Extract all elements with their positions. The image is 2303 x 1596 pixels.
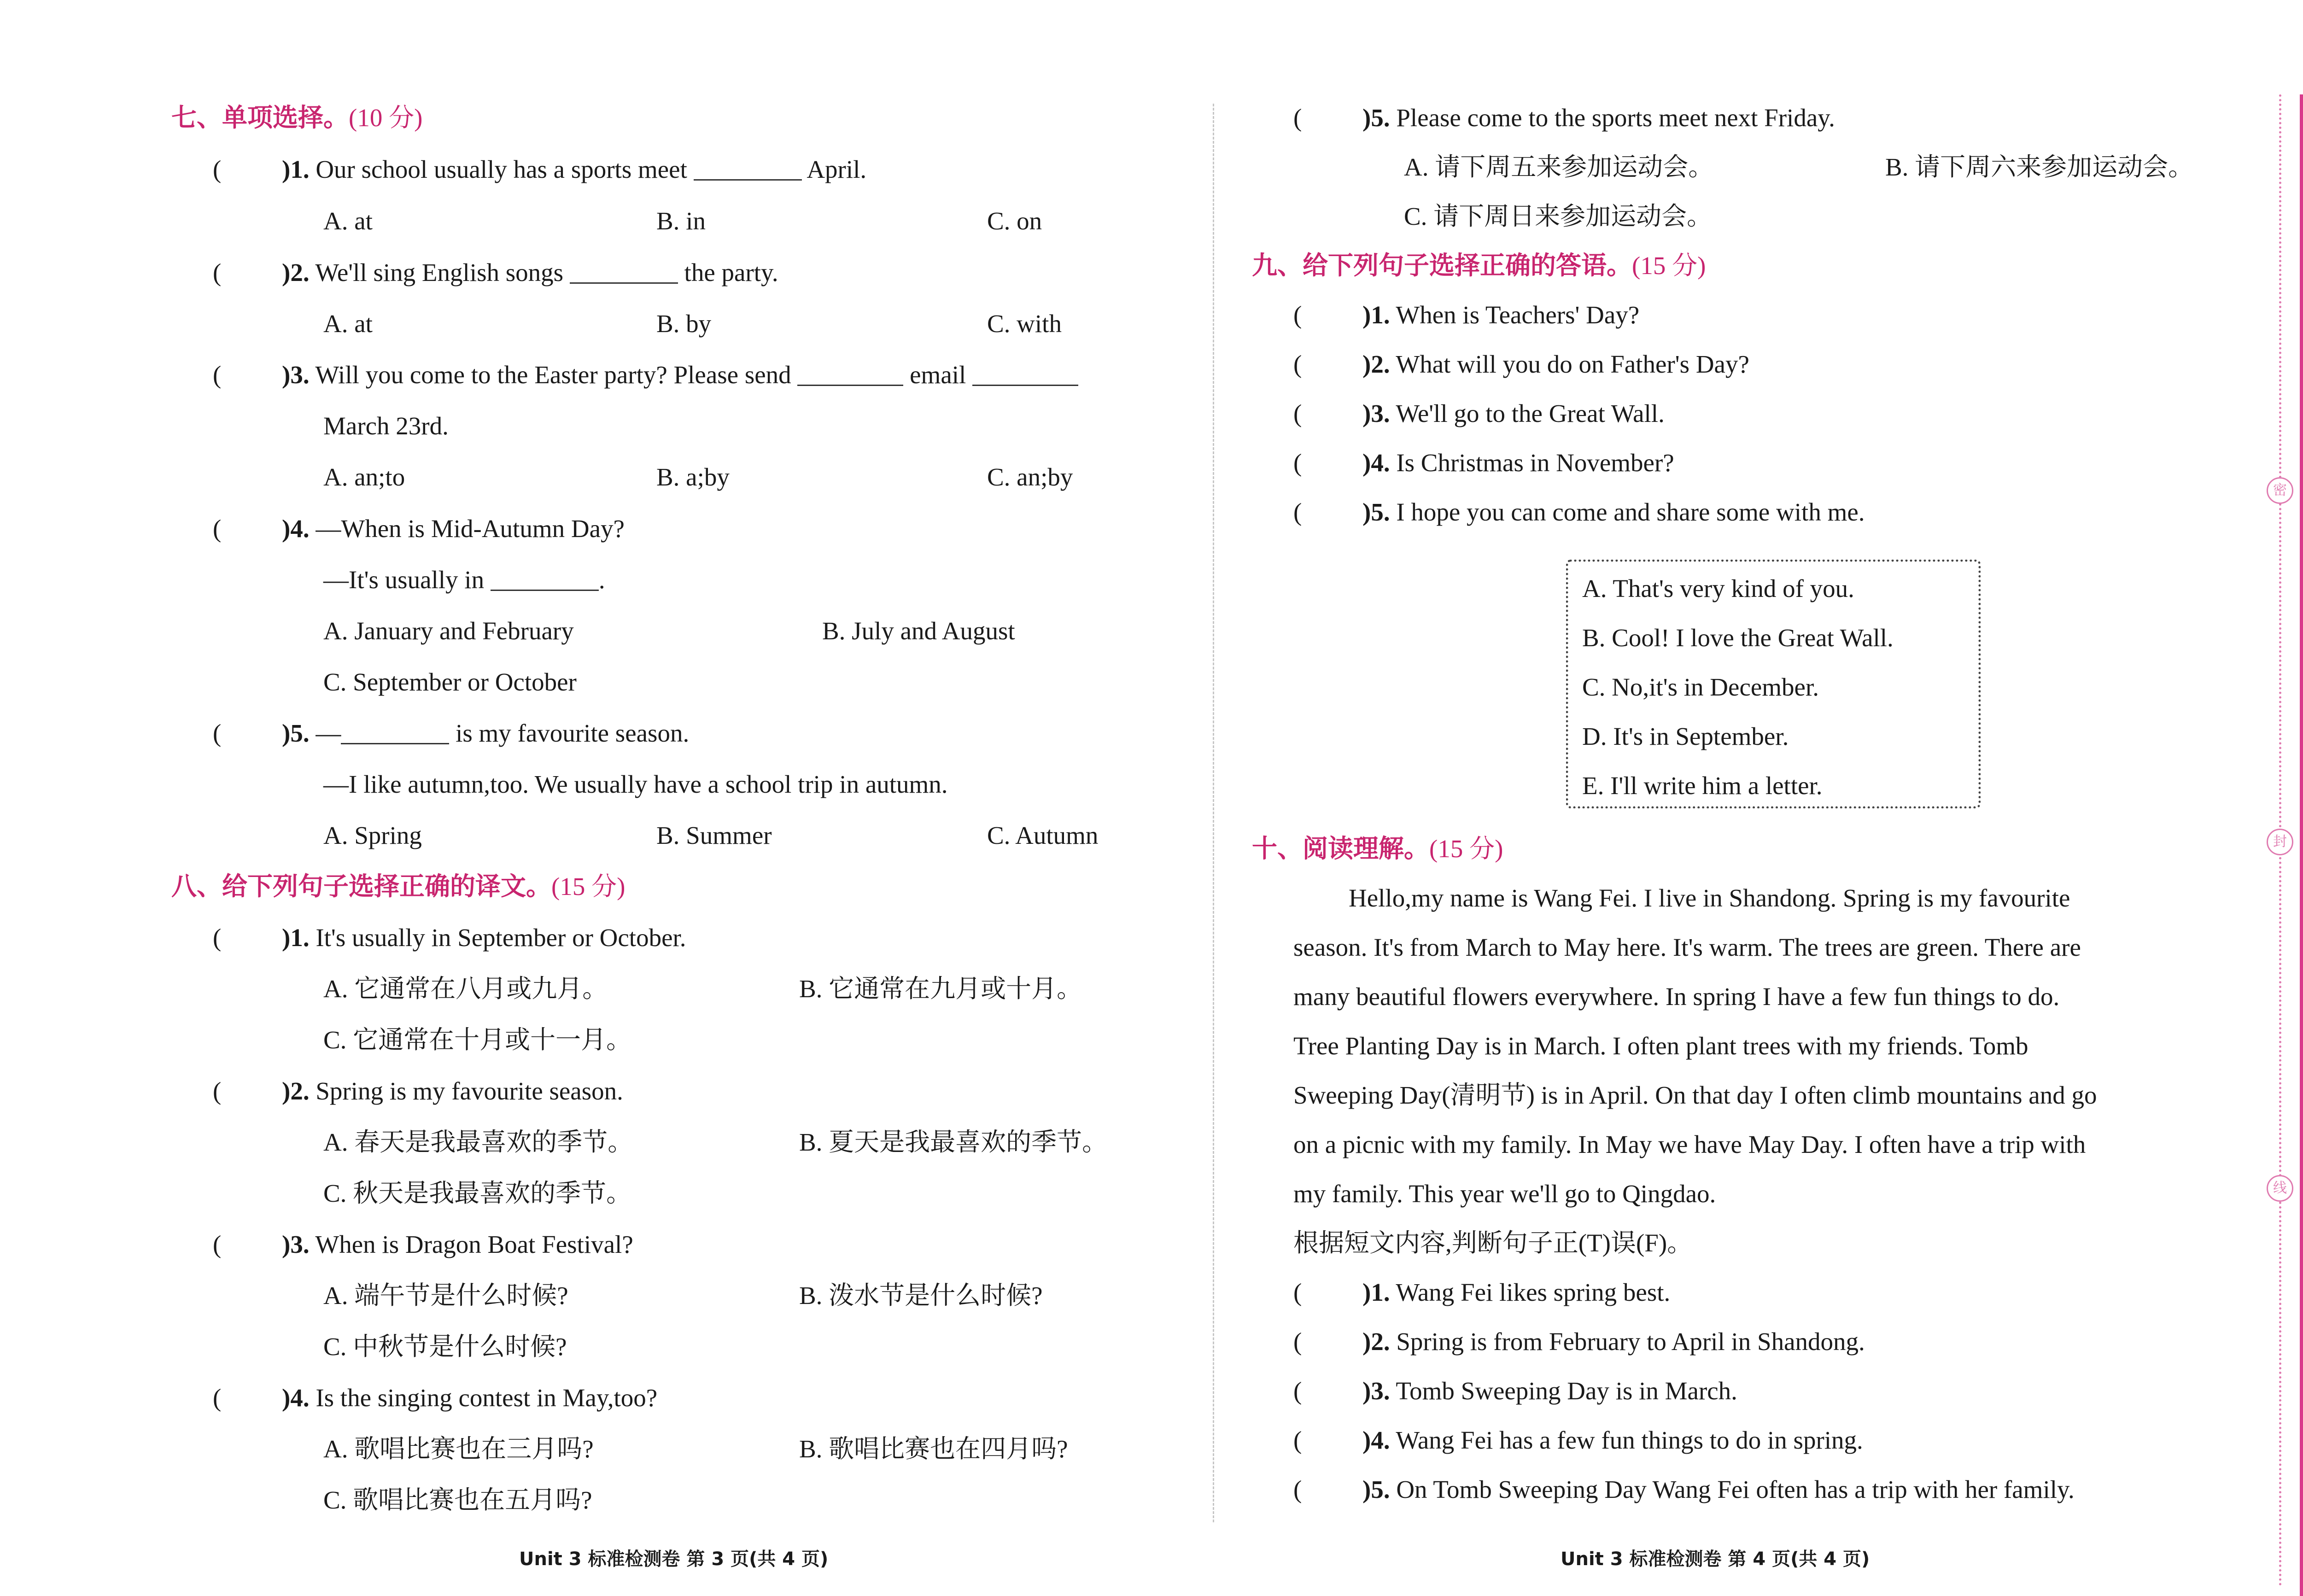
option-c: C. 中秋节是什么时候? xyxy=(323,1333,567,1361)
question-number: )5. xyxy=(1362,1475,1390,1503)
seal-line xyxy=(2300,94,2303,1596)
seal-mark-feng: 封 xyxy=(2267,829,2293,855)
answer-paren[interactable]: ( xyxy=(1293,399,1302,427)
option-c: C. on xyxy=(987,207,1042,235)
page-footer: Unit 3 标准检测卷 第 3 页(共 4 页) xyxy=(519,1549,829,1570)
question-text: April. xyxy=(807,155,867,183)
answer-option-a: A. That's very kind of you. xyxy=(1582,574,1854,602)
question-text: Wang Fei likes spring best. xyxy=(1396,1278,1671,1306)
option-b: B. by xyxy=(656,310,712,338)
section-title-text: 七、单项选择。 xyxy=(171,103,349,132)
question-text: Spring is from February to April in Shandong. xyxy=(1396,1327,1865,1356)
option-b: B. 夏天是我最喜欢的季节。 xyxy=(799,1128,1108,1156)
option-a: A. 请下周五来参加运动会。 xyxy=(1404,153,1714,181)
answer-paren[interactable]: ( xyxy=(213,155,222,183)
section-title-text: 八、给下列句子选择正确的译文。 xyxy=(171,871,552,901)
question-number: )1. xyxy=(1362,1278,1390,1306)
page-footer: Unit 3 标准检测卷 第 4 页(共 4 页) xyxy=(1561,1549,1870,1570)
question-number: )2. xyxy=(282,258,310,286)
fill-blank[interactable] xyxy=(491,568,599,591)
option-a: A. 端午节是什么时候? xyxy=(323,1281,568,1310)
fill-blank[interactable] xyxy=(694,158,802,181)
answer-paren[interactable]: ( xyxy=(1293,1426,1302,1454)
question-number: )2. xyxy=(282,1077,310,1105)
answer-paren[interactable]: ( xyxy=(213,924,222,952)
question-text: On Tomb Sweeping Day Wang Fei often has a trip with her family. xyxy=(1396,1475,2075,1503)
passage-line: Sweeping Day(清明节) is in April. On that day I often climb mountains and go xyxy=(1293,1081,2097,1109)
passage-line: Tree Planting Day is in March. I often plant trees with my friends. Tomb xyxy=(1293,1032,2028,1060)
passage-line: on a picnic with my family. In May we have May Day. I often have a trip with xyxy=(1293,1130,2086,1158)
answer-paren[interactable]: ( xyxy=(1293,301,1302,329)
question-text: What will you do on Father's Day? xyxy=(1396,350,1749,378)
section-score: (10 分) xyxy=(349,104,423,132)
question-text: email xyxy=(910,361,966,389)
option-b: B. July and August xyxy=(822,617,1015,645)
section-score: (15 分) xyxy=(551,872,625,900)
question-number: )3. xyxy=(1362,399,1390,427)
option-b: B. 泼水节是什么时候? xyxy=(799,1281,1043,1310)
answer-paren[interactable]: ( xyxy=(213,1077,222,1105)
section-title-text: 十、阅读理解。 xyxy=(1252,834,1430,863)
answer-option-c: C. No,it's in December. xyxy=(1582,673,1819,701)
question-7-4 xyxy=(282,516,625,541)
option-c: C. Autumn xyxy=(987,821,1099,849)
question-number: )3. xyxy=(282,361,310,389)
question-text: When is Teachers' Day? xyxy=(1396,301,1640,329)
question-number: )4. xyxy=(282,1384,310,1412)
answer-paren[interactable]: ( xyxy=(1293,104,1302,132)
question-7-4-reply xyxy=(323,567,605,592)
section-score: (15 分) xyxy=(1632,251,1706,280)
question-10-4 xyxy=(1362,1427,1863,1453)
option-b: B. a;by xyxy=(656,463,730,491)
option-b: B. Summer xyxy=(656,821,772,849)
option-c: C. September or October xyxy=(323,668,577,696)
question-text-cont: March 23rd. xyxy=(323,412,449,440)
tf-instruction: 根据短文内容,判断句子正(T)误(F)。 xyxy=(1293,1229,1693,1257)
question-number: )2. xyxy=(1362,350,1390,378)
question-text: is my favourite season. xyxy=(456,719,690,747)
answer-paren[interactable]: ( xyxy=(1293,1475,1302,1503)
question-number: )4. xyxy=(282,514,310,543)
question-10-3 xyxy=(1362,1378,1737,1403)
passage-line: my family. This year we'll go to Qingdao. xyxy=(1293,1180,1716,1208)
answer-options-box xyxy=(1566,560,1981,808)
option-b: B. 请下周六来参加运动会。 xyxy=(1885,153,2194,181)
question-text: Will you come to the Easter party? Please send xyxy=(315,361,791,389)
question-7-5 xyxy=(282,720,689,746)
question-text: —It's usually in xyxy=(323,566,485,594)
question-9-5 xyxy=(1362,499,1865,525)
question-text: —When is Mid-Autumn Day? xyxy=(316,514,625,543)
question-text: — xyxy=(316,719,341,747)
question-10-5 xyxy=(1362,1477,2075,1502)
option-a: A. at xyxy=(323,310,373,338)
question-9-1 xyxy=(1362,302,1639,327)
answer-paren[interactable]: ( xyxy=(213,1384,222,1412)
question-9-3 xyxy=(1362,401,1665,426)
section-7-title xyxy=(171,105,422,130)
question-number: )4. xyxy=(1362,1426,1390,1454)
answer-paren[interactable]: ( xyxy=(1293,1278,1302,1306)
section-9-title xyxy=(1252,253,1706,278)
option-c: C. with xyxy=(987,310,1062,338)
question-number: )2. xyxy=(1362,1327,1390,1356)
answer-paren[interactable]: ( xyxy=(213,1230,222,1258)
question-number: )5. xyxy=(1362,498,1390,526)
question-text-cont: —I like autumn,too. We usually have a school trip in autumn. xyxy=(323,770,948,798)
answer-option-b: B. Cool! I love the Great Wall. xyxy=(1582,624,1894,652)
question-10-1 xyxy=(1362,1280,1670,1305)
question-10-2 xyxy=(1362,1329,1865,1354)
answer-paren[interactable]: ( xyxy=(213,719,222,747)
section-8-title xyxy=(171,871,625,901)
answer-paren[interactable]: ( xyxy=(213,514,222,543)
passage-line: many beautiful flowers everywhere. In spring I have a few fun things to do. xyxy=(1293,982,2060,1011)
question-text: Tomb Sweeping Day is in March. xyxy=(1396,1377,1737,1405)
option-b: B. in xyxy=(656,207,706,235)
answer-paren[interactable]: ( xyxy=(1293,350,1302,378)
option-a: A. at xyxy=(323,207,373,235)
question-number: )5. xyxy=(1362,104,1390,132)
question-8-4 xyxy=(282,1385,657,1410)
section-score: (15 分) xyxy=(1429,835,1503,863)
option-a: A. Spring xyxy=(323,821,422,849)
question-8-1 xyxy=(282,925,686,950)
section-title-text: 九、给下列句子选择正确的答语。 xyxy=(1252,251,1632,280)
answer-option-d: D. It's in September. xyxy=(1582,722,1789,750)
question-number: )1. xyxy=(282,924,310,952)
question-text: Please come to the sports meet next Friday. xyxy=(1396,104,1835,132)
question-number: )1. xyxy=(282,155,310,183)
question-text: Spring is my favourite season. xyxy=(316,1077,623,1105)
option-c: C. 它通常在十月或十一月。 xyxy=(323,1026,632,1054)
answer-paren[interactable]: ( xyxy=(213,361,222,389)
question-9-2 xyxy=(1362,351,1749,377)
option-a: A. an;to xyxy=(323,463,405,491)
question-number: )1. xyxy=(1362,301,1390,329)
question-number: )5. xyxy=(282,719,310,747)
fill-blank[interactable] xyxy=(797,363,903,386)
answer-option-e: E. I'll write him a letter. xyxy=(1582,772,1823,800)
question-text: Is the singing contest in May,too? xyxy=(316,1384,658,1412)
option-c: C. an;by xyxy=(987,463,1073,491)
answer-paren[interactable]: ( xyxy=(1293,1327,1302,1356)
question-number: )3. xyxy=(1362,1377,1390,1405)
answer-paren[interactable]: ( xyxy=(213,258,222,286)
question-number: )3. xyxy=(282,1230,310,1258)
option-a: A. 它通常在八月或九月。 xyxy=(323,975,608,1003)
option-c: C. 歌唱比赛也在五月吗? xyxy=(323,1486,592,1514)
fill-blank[interactable] xyxy=(341,722,449,744)
question-9-4 xyxy=(1362,450,1674,475)
page-divider xyxy=(1213,104,1214,1522)
answer-paren[interactable]: ( xyxy=(1293,449,1302,477)
question-number: )4. xyxy=(1362,449,1390,477)
question-text: Our school usually has a sports meet xyxy=(316,155,687,183)
question-text: I hope you can come and share some with me. xyxy=(1396,498,1865,526)
answer-paren[interactable]: ( xyxy=(1293,1377,1302,1405)
question-text: the party. xyxy=(684,258,778,286)
question-text: We'll sing English songs xyxy=(315,258,564,286)
option-b: B. 它通常在九月或十月。 xyxy=(799,975,1082,1003)
option-b: B. 歌唱比赛也在四月吗? xyxy=(799,1435,1068,1463)
question-7-3 xyxy=(282,362,1078,387)
question-text: Is Christmas in November? xyxy=(1396,449,1674,477)
option-a: A. January and February xyxy=(323,617,574,645)
question-text: . xyxy=(598,566,605,594)
passage-line: season. It's from March to May here. It's warm. The trees are green. There are xyxy=(1293,933,2081,961)
question-text: It's usually in September or October. xyxy=(316,924,686,952)
question-8-5 xyxy=(1362,105,1835,130)
question-8-2 xyxy=(282,1078,623,1104)
option-a: A. 歌唱比赛也在三月吗? xyxy=(323,1435,594,1463)
section-10-title xyxy=(1252,836,1503,861)
question-7-2 xyxy=(282,260,778,285)
question-8-3 xyxy=(282,1232,633,1257)
fill-blank[interactable] xyxy=(570,261,678,284)
option-c: C. 秋天是我最喜欢的季节。 xyxy=(323,1179,632,1207)
question-text: Wang Fei has a few fun things to do in spring. xyxy=(1396,1426,1863,1454)
seal-mark-xian: 线 xyxy=(2267,1175,2293,1202)
question-7-1 xyxy=(282,157,866,182)
seal-mark-mi: 密 xyxy=(2267,477,2293,504)
answer-paren[interactable]: ( xyxy=(1293,498,1302,526)
option-a: A. 春天是我最喜欢的季节。 xyxy=(323,1128,633,1156)
fill-blank[interactable] xyxy=(972,363,1078,386)
question-text: We'll go to the Great Wall. xyxy=(1396,399,1665,427)
question-text: When is Dragon Boat Festival? xyxy=(315,1230,633,1258)
passage-line: Hello,my name is Wang Fei. I live in Shandong. Spring is my favourite xyxy=(1349,884,2070,912)
option-c: C. 请下周日来参加运动会。 xyxy=(1404,202,1713,230)
